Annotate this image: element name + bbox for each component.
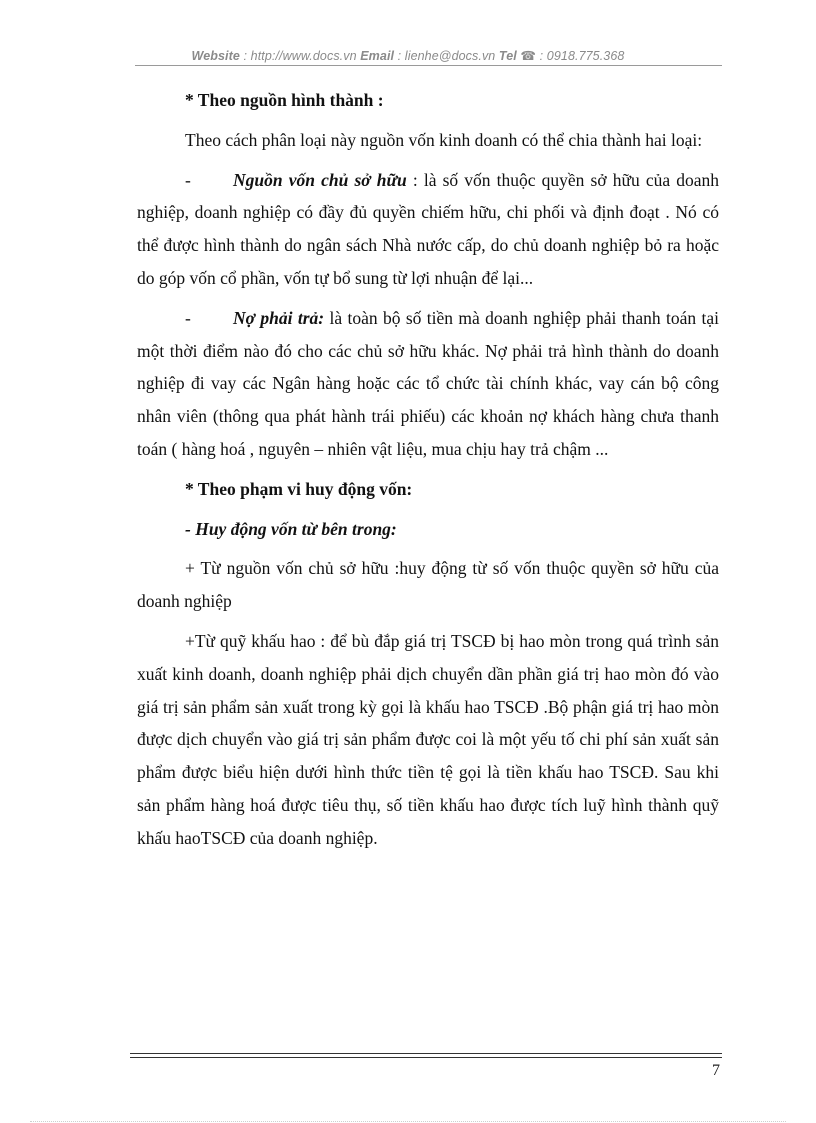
bullet-liabilities — [137, 302, 719, 466]
website-value: : http://www.docs.vn — [239, 49, 361, 63]
footer-rule — [130, 1053, 722, 1058]
bullet-dash: - — [185, 307, 191, 328]
section-heading-source: * Theo nguồn hình thành : — [185, 90, 384, 110]
email-value: : lienhe@docs.vn — [394, 49, 499, 63]
paragraph-depreciation-fund: +Từ quỹ khấu hao : để bù đắp giá trị TSCĐ bị hao mòn trong quá trình sản xuất kinh doanh, doanh nghiệp phải dịch chuyển dần phần giá trị hao mòn đó vào giá trị sản phẩm sản xuất trong kỳ gọi là khấu hao TSCĐ .Bộ phận giá trị hao mòn được dịch chuyển vào giá trị sản phẩm được coi là một yếu tố chi phí sản xuất sản phẩm được biểu hiện dưới hình thức tiền tệ gọi là tiền khấu hao TSCĐ. Sau khi sản phẩm hàng hoá được tiêu thụ, số tiền khấu hao được tích luỹ hình thành quỹ khấu haoTSCĐ của doanh nghiệp. — [137, 630, 719, 848]
email-label: Email — [360, 49, 395, 63]
website-label: Website — [191, 49, 240, 63]
telephone-icon: ☎ — [520, 49, 537, 63]
bullet-owner-equity — [137, 164, 719, 295]
tel-value: : 0918.775.368 — [536, 49, 625, 63]
subheading-internal: - Huy động vốn từ bên trong: — [185, 518, 397, 539]
term-owner-equity: Nguồn vốn chủ sở hữu — [233, 169, 407, 190]
page-number: 7 — [712, 1062, 720, 1079]
page-header — [0, 48, 816, 63]
bullet-dash: - — [185, 169, 191, 190]
document-body — [137, 84, 719, 855]
header-rule — [135, 65, 722, 66]
tel-label: Tel — [498, 49, 517, 63]
paragraph-classification: Theo cách phân loại này nguồn vốn kinh doanh có thể chia thành hai loại: — [185, 129, 703, 150]
term-liabilities: Nợ phải trả: — [233, 307, 325, 328]
paragraph-owner-capital: + Từ nguồn vốn chủ sở hữu :huy động từ số vốn thuộc quyền sở hữu của doanh nghiệp — [137, 558, 719, 612]
section-heading-scope: * Theo phạm vi huy động vốn: — [185, 478, 413, 499]
page-edge-dotted-line — [30, 1121, 786, 1122]
bullet-owner-equity-text: : là số vốn thuộc quyền sở hữu của doanh nghiệp, doanh nghiệp có đầy đủ quyền chiếm hữu, chi phối và định đoạt . Nó có thể được hình thành do ngân sách Nhà nước cấp, do chủ doanh nghiệp bỏ ra hoặc do góp vốn cổ phần, vốn tự bổ sung từ lợi nhuận để lại... — [137, 169, 719, 288]
bullet-liabilities-text: là toàn bộ số tiền mà doanh nghiệp phải thanh toán tại một thời điểm nào đó cho các chủ sở hữu khác. Nợ phải trả hình thành do doanh nghiệp đi vay các Ngân hàng hoặc các tổ chức tài chính khác, vay cán bộ công nhân viên (thông qua phát hành trái phiếu) các khoản nợ khách hàng chưa thanh toán ( hàng hoá , nguyên – nhiên vật liệu, mua chịu hay trả chậm ... — [137, 307, 720, 459]
